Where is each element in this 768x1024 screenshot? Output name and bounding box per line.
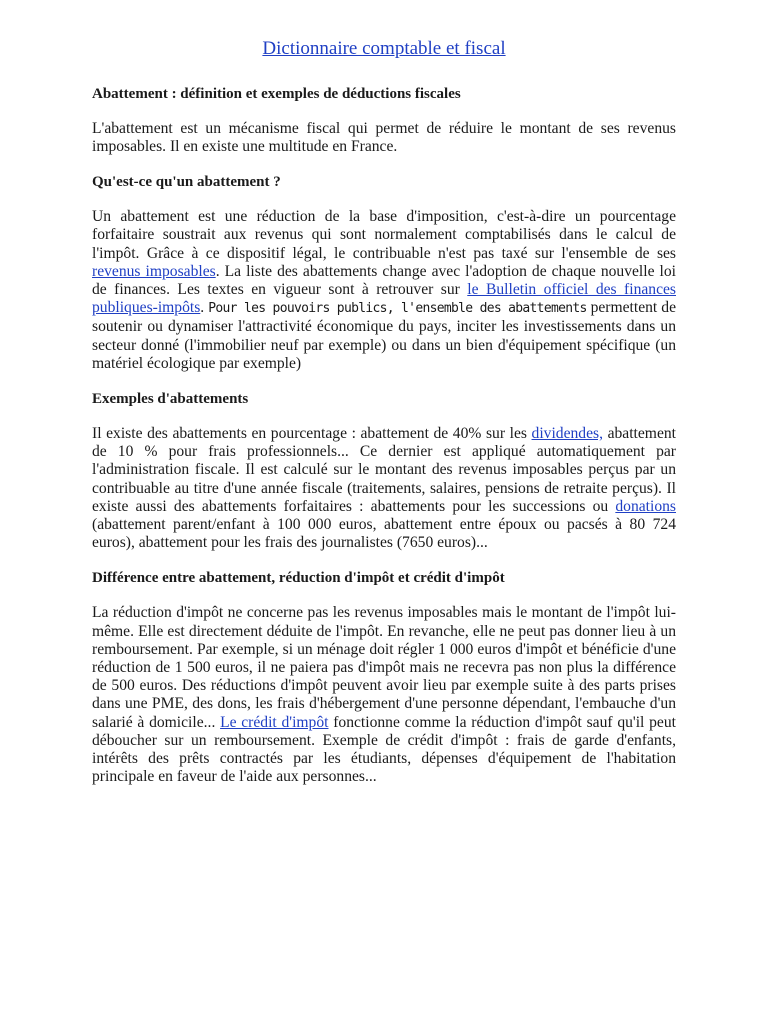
intro-paragraph: L'abattement est un mécanisme fiscal qui permet de réduire le montant de ses revenus imposables. Il en existe une multitude en France.: [92, 119, 676, 155]
text-segment: abattement de 10 % pour frais professionnels... Ce dernier est appliqué automatiquement par l'administration fiscale. Il est calculé sur le montant des revenus imposables perçus par un contribuable au titre d'une année fiscale (traitements, salaires, pensions de retraite perçus). Il existe aussi des abattements forfaitaires : abattements pour les successions ou: [92, 425, 676, 515]
donations-link[interactable]: donations: [615, 497, 676, 515]
difference-paragraph: [92, 604, 676, 786]
text-segment: Un abattement est une réduction de la base d'imposition, c'est-à-dire un pourcentage forfaitaire soustrait aux revenus qui sont normalement comptabilisés dans le calcul de l'impôt. Grâce à ce dispositif légal, le contribuable n'est pas taxé sur l'ensemble de ses: [92, 208, 676, 262]
section-heading-definition: Qu'est-ce qu'un abattement ?: [92, 174, 281, 191]
definition-paragraph: [92, 208, 676, 373]
text-segment: Il existe des abattements en pourcentage : abattement de 40% sur les: [92, 425, 532, 443]
examples-paragraph: [92, 425, 676, 552]
bulletin-officiel-link[interactable]: le Bulletin officiel des finances publiques-impôts: [92, 281, 676, 317]
revenus-imposables-link[interactable]: revenus imposables: [92, 262, 216, 280]
text-segment: permettent de soutenir ou dynamiser l'attractivité économique du pays, inciter les investissements dans un secteur donné (l'immobilier neuf par exemple) ou dans un bien d'équipement spécifique (un matériel écologique par exemple): [92, 299, 676, 372]
credit-impot-link[interactable]: Le crédit d'impôt: [220, 713, 329, 731]
text-segment: La réduction d'impôt ne concerne pas les revenus imposables mais le montant de l'impôt lui-même. Elle est directement déduite de l'impôt. En revanche, elle ne peut pas donner lieu à un remboursement. Par exemple, si un ménage doit régler 1 000 euros d'impôt et bénéficie d'une réduction de 1 500 euros, il ne paiera pas d'impôt mais ne recevra pas non plus la différence de 500 euros. Des réductions d'impôt peuvent avoir lieu par exemple suite à des parts prises dans une PME, des dons, les frais d'hébergement d'une personne dépendant, l'embauche d'un salarié à domicile...: [92, 604, 676, 731]
section-heading-examples: Exemples d'abattements: [92, 391, 249, 408]
text-segment-sans: Pour les pouvoirs publics, l'ensemble des abattements: [208, 301, 587, 317]
text-segment: .: [200, 299, 209, 317]
main-heading: Abattement : définition et exemples de déductions fiscales: [92, 85, 461, 102]
text-segment: . La liste des abattements change avec l'adoption de chaque nouvelle loi de finances. Les textes en vigueur sont à retrouver sur: [92, 262, 676, 299]
section-heading-difference: Différence entre abattement, réduction d'impôt et crédit d'impôt: [92, 570, 505, 587]
dividendes-link[interactable]: dividendes,: [531, 425, 603, 443]
text-segment: (abattement parent/enfant à 100 000 euros, abattement entre époux ou pacsés à 80 724 euros), abattement pour les frais des journalistes (7650 euros)...: [92, 516, 676, 552]
document-title[interactable]: Dictionnaire comptable et fiscal: [262, 38, 506, 59]
text-segment: fonctionne comme la réduction d'impôt sauf qu'il peut déboucher sur un remboursement. Exemple de crédit d'impôt : frais de garde d'enfants, intérêts des prêts contractés par les étudiants, dépenses d'équipement de l'habitation principale en faveur de l'aide aux personnes...: [92, 713, 676, 786]
